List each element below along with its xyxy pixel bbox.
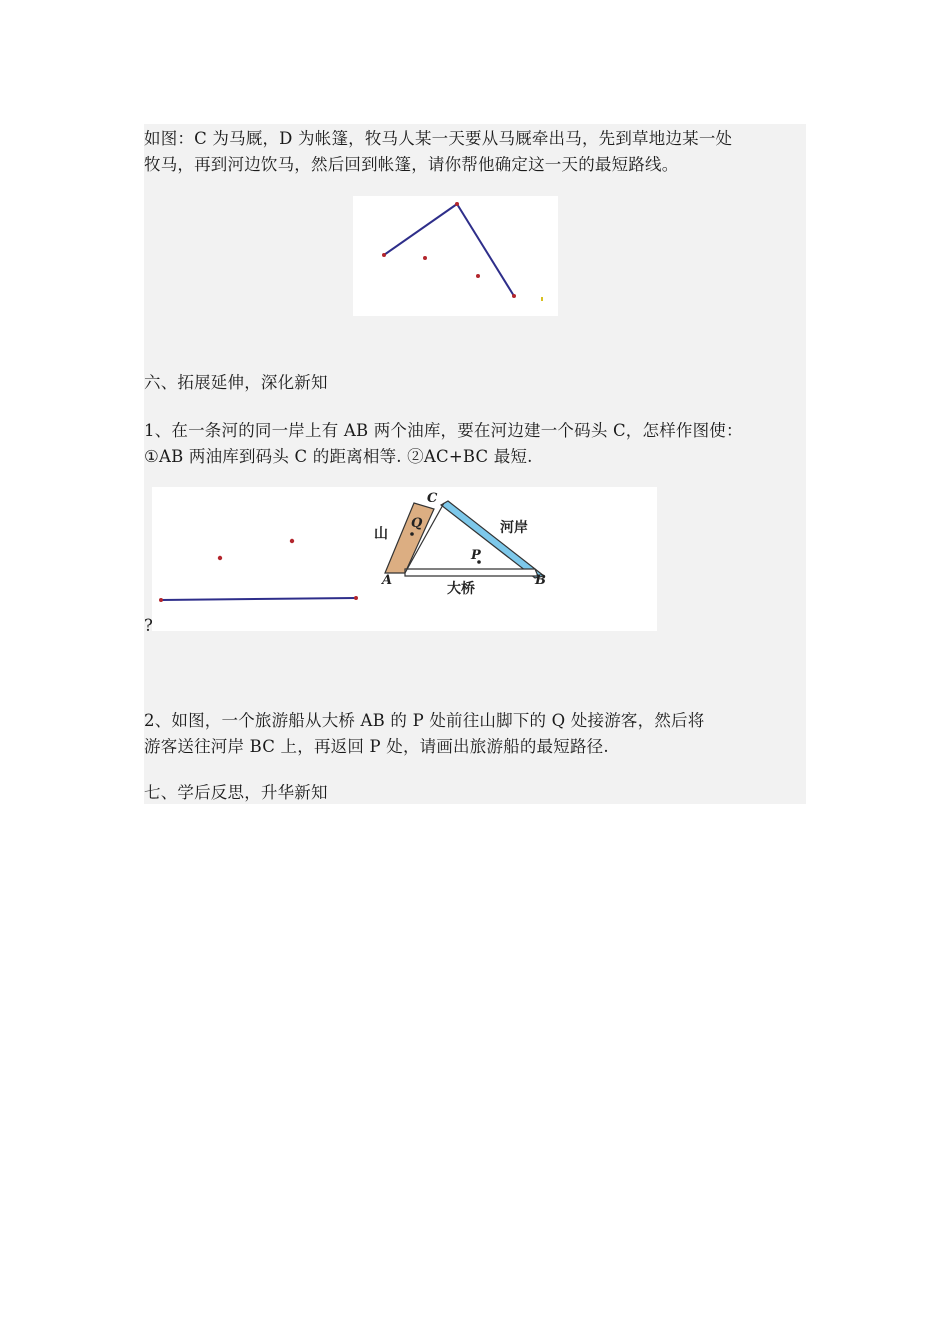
river-end-dot: [159, 598, 163, 602]
label-c: C: [427, 491, 438, 506]
label-b: B: [535, 573, 546, 588]
figure-mark: ?: [144, 616, 154, 635]
combined-figure-svg: [152, 487, 657, 631]
q2-line-1: 2、如图，一个旅游船从大桥 AB 的 P 处前往山脚下的 Q 处接游客，然后将: [144, 711, 705, 730]
label-bridge: 大桥: [447, 581, 475, 597]
label-q: Q: [411, 516, 423, 531]
river-edge-line: [457, 204, 514, 296]
q2-line-2: 游客送往河岸 BC 上，再返回 P 处，请画出旅游船的最短路径.: [144, 737, 609, 756]
river-line: [161, 598, 356, 600]
problem-intro-line-2: 牧马，再到河边饮马，然后回到帐篷，请你帮他确定这一天的最短路线。: [144, 155, 679, 174]
riverbank-shape: [441, 501, 544, 578]
river-end-dot: [354, 596, 358, 600]
endpoint-dot: [512, 294, 516, 298]
label-riverbank: 河岸: [500, 520, 528, 536]
problem-intro-line-1: 如图：C 为马厩，D 为帐篷，牧马人某一天要从马厩牵出马，先到草地边某一处: [144, 129, 733, 148]
combined-figure: [152, 487, 657, 631]
point-d-dot: [476, 274, 480, 278]
endpoint-dot: [382, 253, 386, 257]
section-7-heading: 七、学后反思，升华新知: [144, 783, 328, 802]
q1-line-1: 1、在一条河的同一岸上有 AB 两个油库，要在河边建一个码头 C，怎样作图使：: [144, 421, 743, 440]
section-6-heading: 六、拓展延伸，深化新知: [144, 373, 328, 392]
pasture-figure-svg: [353, 196, 558, 316]
pasture-figure: [353, 196, 558, 316]
point-c-dot: [423, 256, 427, 260]
label-a: A: [382, 573, 393, 588]
oil-depot-b-dot: [290, 539, 294, 543]
q1-line-2: ①AB 两油库到码头 C 的距离相等. ②AC+BC 最短.: [144, 447, 533, 466]
oil-depot-a-dot: [218, 556, 222, 560]
label-mountain: 山: [374, 526, 388, 542]
small-mark: [541, 297, 543, 301]
bridge-shape: [405, 569, 538, 576]
label-p: P: [471, 548, 481, 563]
grass-edge-line: [384, 204, 457, 255]
mountain-shape: [385, 503, 434, 573]
vertex-dot: [455, 202, 459, 206]
point-q-dot: [410, 532, 414, 536]
